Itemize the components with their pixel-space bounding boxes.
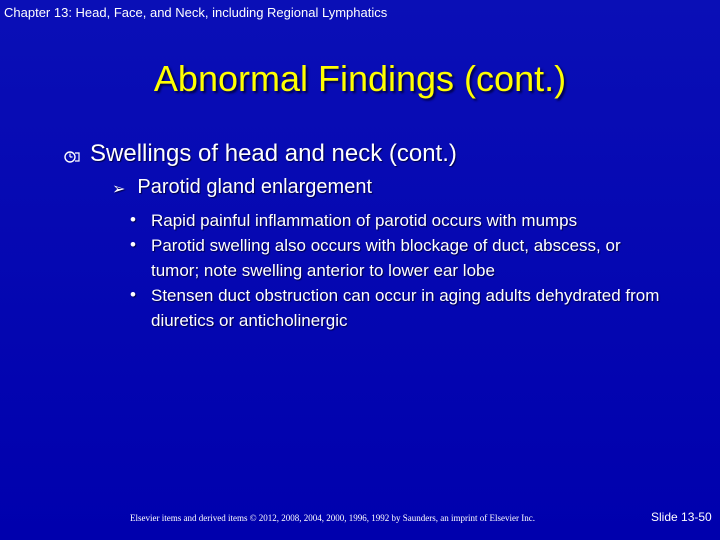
- list-item: [130, 233, 670, 283]
- level2-text: Parotid gland enlargement: [137, 176, 373, 198]
- copyright-notice: Elsevier items and derived items © 2012, 2008, 2004, 2000, 1996, 1992 by Saunders, an imprint of Elsevier Inc.: [130, 513, 536, 523]
- bullet-text: Parotid swelling also occurs with blockage of duct, abscess, or tumor; note swelling anterior to lower ear lobe: [151, 236, 621, 280]
- level1-text: Swellings of head and neck (cont.): [90, 140, 457, 167]
- bullet-dot-icon: •: [130, 210, 136, 229]
- list-item: [130, 208, 670, 233]
- chapter-header: Chapter 13: Head, Face, and Neck, including Regional Lymphatics: [4, 5, 388, 20]
- bullet-dot-icon: •: [130, 285, 136, 304]
- slide-title: Abnormal Findings (cont.): [153, 58, 567, 99]
- bullet-text: Stensen duct obstruction can occur in aging adults dehydrated from diuretics or anticholinergic: [151, 286, 660, 330]
- list-item: [130, 283, 670, 333]
- clock-icon: [64, 150, 80, 164]
- arrow-bullet-icon: ➢: [112, 180, 126, 198]
- level2-item: [112, 176, 372, 199]
- level1-item: [64, 140, 457, 168]
- bullet-text: Rapid painful inflammation of parotid occurs with mumps: [151, 211, 578, 230]
- slide-number: Slide 13-50: [651, 510, 712, 524]
- bullet-list: [130, 208, 670, 333]
- bullet-dot-icon: •: [130, 235, 136, 254]
